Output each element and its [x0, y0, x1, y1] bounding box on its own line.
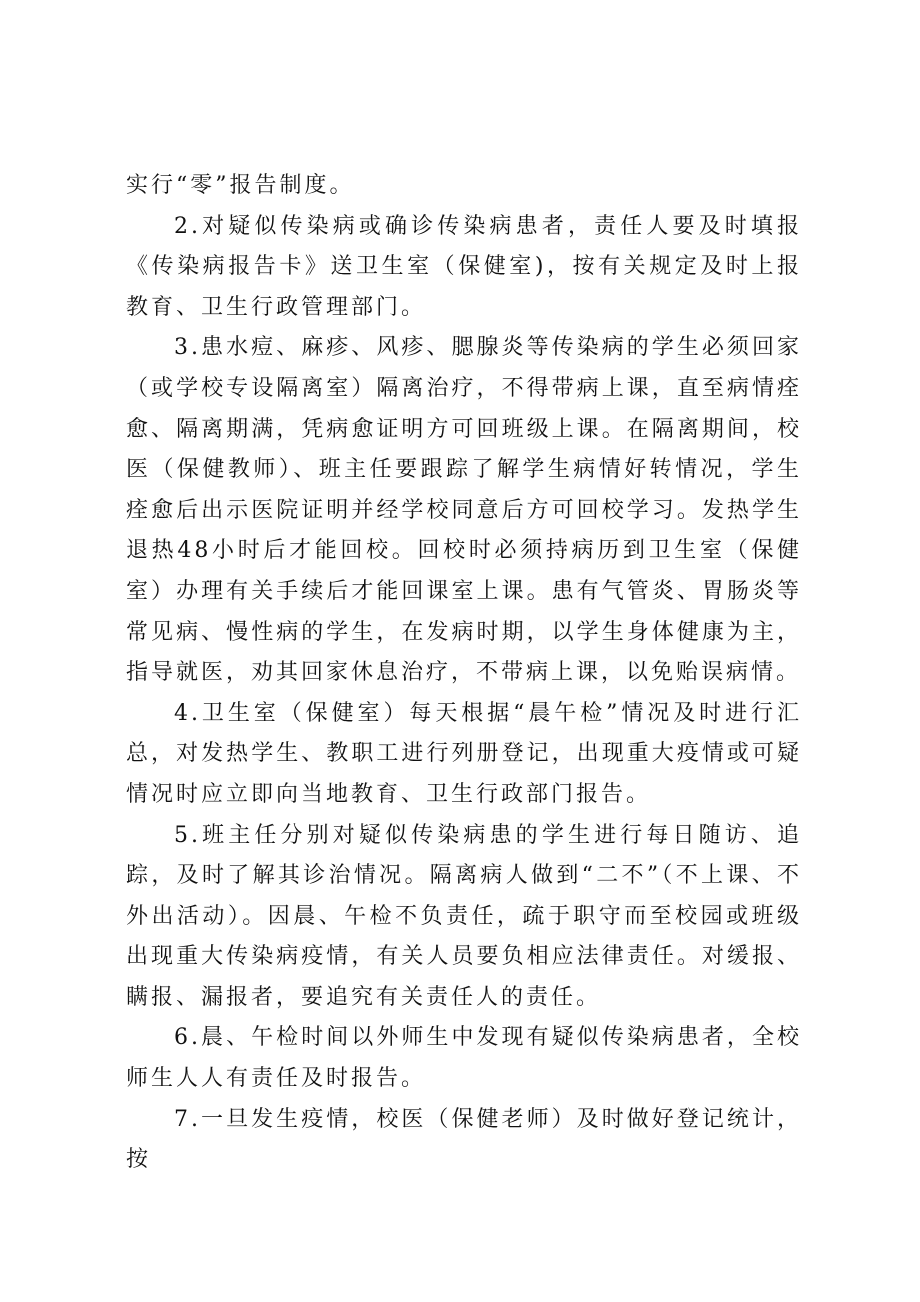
- paragraph-continuation: 实行“零”报告制度。: [126, 173, 355, 198]
- paragraph-item-5: 5.班主任分别对疑似传染病患的学生进行每日随访、追踪，及时了解其诊治情况。隔离病人做到“二不”（不上课、不外出活动）。因晨、午检不负责任，疏于职守而至校园或班级出现重大传染病疫情，有关人员要负相应法律责任。对缓报、瞒报、漏报者，要追究有关责任人的责任。: [126, 822, 802, 1010]
- paragraph-item-6: 6.晨、午检时间以外师生中发现有疑似传染病患者，全校师生人人有责任及时报告。: [126, 1025, 802, 1092]
- paragraph-item-3: 3.患水痘、麻疹、风疹、腮腺炎等传染病的学生必须回家（或学校专设隔离室）隔离治疗，不得带病上课，直至病情痊愈、隔离期满，凭病愈证明方可回班级上课。在隔离期间，校医（保健教师）、班主任要跟踪了解学生病情好转情况，学生痊愈后出示医院证明并经学校同意后方可回校学习。发热学生退热48小时后才能回校。回校时必须持病历到卫生室（保健室）办理有关手续后才能回课室上课。患有气管炎、胃肠炎等常见病、慢性病的学生，在发病时期，以学生身体健康为主，指导就医，劝其回家休息治疗，不带病上课，以免贻误病情。: [126, 335, 802, 686]
- paragraph-item-2: 2.对疑似传染病或确诊传染病患者，责任人要及时填报《传染病报告卡》送卫生室（保健室)，按有关规定及时上报教育、卫生行政管理部门。: [126, 213, 802, 320]
- document-body: [126, 166, 802, 1181]
- paragraph-item-4: 4.卫生室（保健室）每天根据“晨午检”情况及时进行汇总，对发热学生、教职工进行列册登记，出现重大疫情或可疑情况时应立即向当地教育、卫生行政部门报告。: [126, 700, 802, 807]
- paragraph-item-7: 7.一旦发生疫情，校医（保健老师）及时做好登记统计，按: [126, 1106, 802, 1173]
